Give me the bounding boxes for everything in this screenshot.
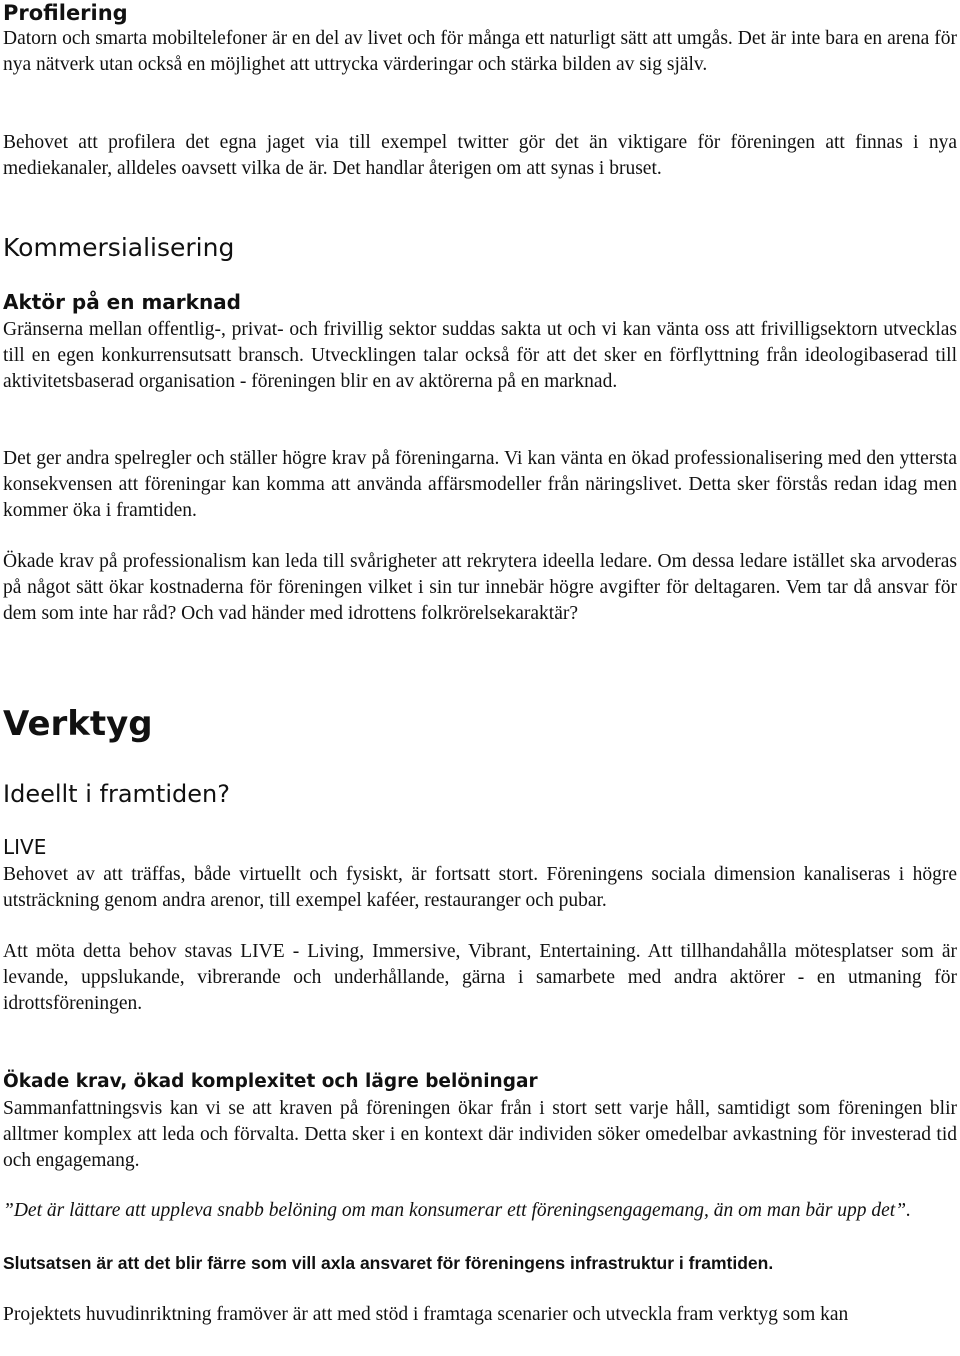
- quote: ”Det är lättare att uppleva snabb belöning om man konsumerar ett föreningsengagemang, än om man bär upp det”.: [3, 1200, 911, 1221]
- conclusion: Slutsatsen är att det blir färre som vill axla ansvaret för föreningens infrastruktur i framtiden.: [3, 1253, 774, 1273]
- paragraph: Ökade krav på professionalism kan leda till svårigheter att rekrytera ideella ledare. Om dessa ledare istället ska arvoderas på något sätt ökar kostnaderna för föreningen vilket i sin tur innebär högre avgifter för deltagaren. Vem tar då ansvar för dem som inte har råd? Och vad händer med idrottens folkrörelsekaraktär?: [3, 551, 957, 624]
- heading-kommersialisering: Kommersialisering: [3, 233, 235, 262]
- paragraph: Datorn och smarta mobiltelefoner är en del av livet och för många ett naturligt sätt att umgås. Det är inte bara en arena för nya nätverk utan också en möjlighet att uttrycka värderingar och stärka bilden av sig själv.: [3, 28, 957, 75]
- heading-profilering: Profilering: [3, 1, 128, 25]
- paragraph: Att möta detta behov stavas LIVE - Living, Immersive, Vibrant, Entertaining. Att tillhandahålla mötesplatser som är levande, uppslukande, vibrerande och underhållande, gärna i samarbete med andra aktörer - en utmaning för idrottsföreningen.: [3, 941, 957, 1014]
- heading-verktyg: Verktyg: [3, 704, 153, 744]
- subheading-aktor: Aktör på en marknad: [3, 290, 241, 314]
- paragraph: Behovet att profilera det egna jaget via till exempel twitter gör det än viktigare för föreningen att finnas i nya mediekanaler, alldeles oavsett vilka de är. Det handlar återigen om att synas i bruset.: [3, 132, 957, 179]
- paragraph: Gränserna mellan offentlig-, privat- och frivillig sektor suddas sakta ut och vi kan vänta oss att frivilligsektorn utvecklas till en egen konkurrensutsatt bransch. Utvecklingen talar också för att det sker en förflyttning från ideologibaserad till aktivitetsbaserad organisation - föreningen blir en av aktörerna på en marknad.: [3, 319, 957, 392]
- paragraph: Det ger andra spelregler och ställer högre krav på föreningarna. Vi kan vänta en ökad professionalisering med den yttersta konsekvensen att föreningar kan komma att använda affärsmodeller från näringslivet. Detta sker förstås redan idag men kommer öka i framtiden.: [3, 448, 957, 521]
- paragraph: Sammanfattningsvis kan vi se att kraven på föreningen ökar från i stort sett varje håll, samtidigt som föreningen blir alltmer komplex att leda och förvalta. Detta sker i en kontext där individen söker omedelbar avkastning för investerad tid och engagemang.: [3, 1098, 957, 1171]
- paragraph: Behovet av att träffas, både virtuellt och fysiskt, är fortsatt stort. Föreningens sociala dimension kanaliseras i högre utsträckning genom andra arenor, till exempel kaféer, restauranger och pubar.: [3, 864, 957, 911]
- subheading-ideellt: Ideellt i framtiden?: [3, 780, 230, 808]
- heading-live: LIVE: [3, 835, 47, 859]
- paragraph: Projektets huvudinriktning framöver är att med stöd i framtaga scenarier och utveckla fram verktyg som kan: [3, 1304, 849, 1325]
- heading-okade-krav: Ökade krav, ökad komplexitet och lägre belöningar: [3, 1071, 538, 1092]
